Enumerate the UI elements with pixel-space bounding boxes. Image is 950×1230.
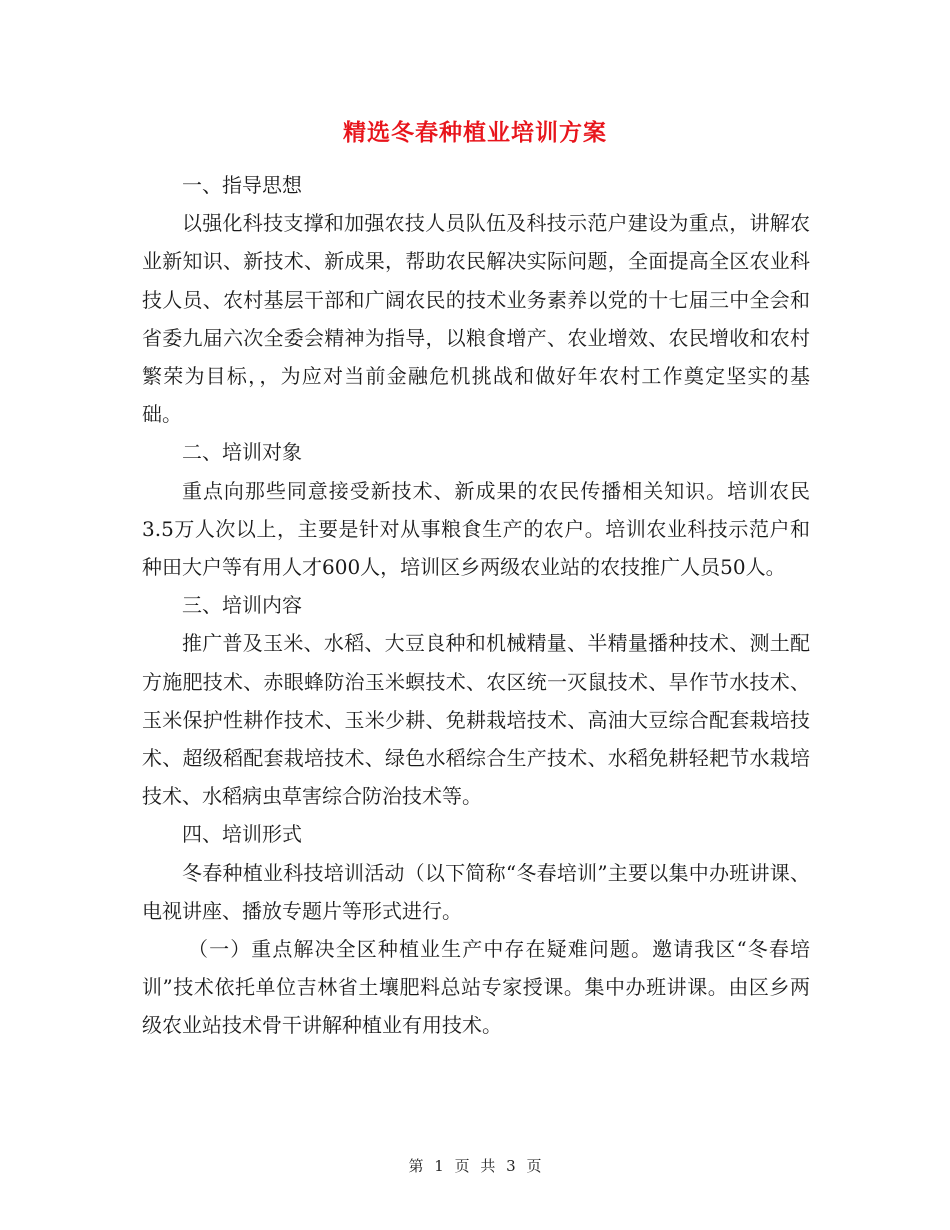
section-paragraph: 推广普及玉米、水稻、大豆良种和机械精量、半精量播种技术、测土配方施肥技术、赤眼蜂防治玉米螟技术、农区统一灭鼠技术、旱作节水技术、玉米保护性耕作技术、玉米少耕、免耕栽培技术、高油大豆综合配套栽培技术、超级稻配套栽培技术、绿色水稻综合生产技术、水稻免耕轻耙节水栽培技术、水稻病虫草害综合防治技术等。: [142, 631, 810, 809]
section-paragraph: 重点向那些同意接受新技术、新成果的农民传播相关知识。培训农民3.5万人次以上，主要是针对从事粮食生产的农户。培训农业科技示范户和种田大户等有用人才600人，培训区乡两级农业站的农技推广人员50人。: [142, 478, 810, 580]
section-paragraph: 以强化科技支撑和加强农技人员队伍及科技示范户建设为重点，讲解农业新知识、新技术、新成果，帮助农民解决实际问题，全面提高全区农业科技人员、农村基层干部和广阔农民的技术业务素养以党的十七届三中全会和省委九届六次全委会精神为指导，以粮食增产、农业增效、农民增收和农村繁荣为目标，，为应对当前金融危机挑战和做好年农村工作奠定坚实的基础。: [142, 211, 810, 427]
sub-item-paragraph: （一）重点解决全区种植业生产中存在疑难问题。邀请我区“冬春培训”技术依托单位吉林省土壤肥料总站专家授课。集中办班讲课。由区乡两级农业站技术骨干讲解种植业有用技术。: [142, 937, 810, 1038]
section-heading: 二、培训对象: [182, 440, 302, 465]
page-footer: 第 1 页 共 3 页: [408, 1157, 542, 1175]
section-heading: 三、培训内容: [182, 593, 302, 618]
document-title: 精选冬春种植业培训方案: [343, 119, 607, 146]
document-body: [142, 166, 810, 1045]
section-heading: 四、培训形式: [182, 822, 302, 847]
section-paragraph: 冬春种植业科技培训活动（以下简称“冬春培训”主要以集中办班讲课、电视讲座、播放专题片等形式进行。: [142, 860, 810, 923]
section-heading: 一、指导思想: [182, 173, 302, 197]
